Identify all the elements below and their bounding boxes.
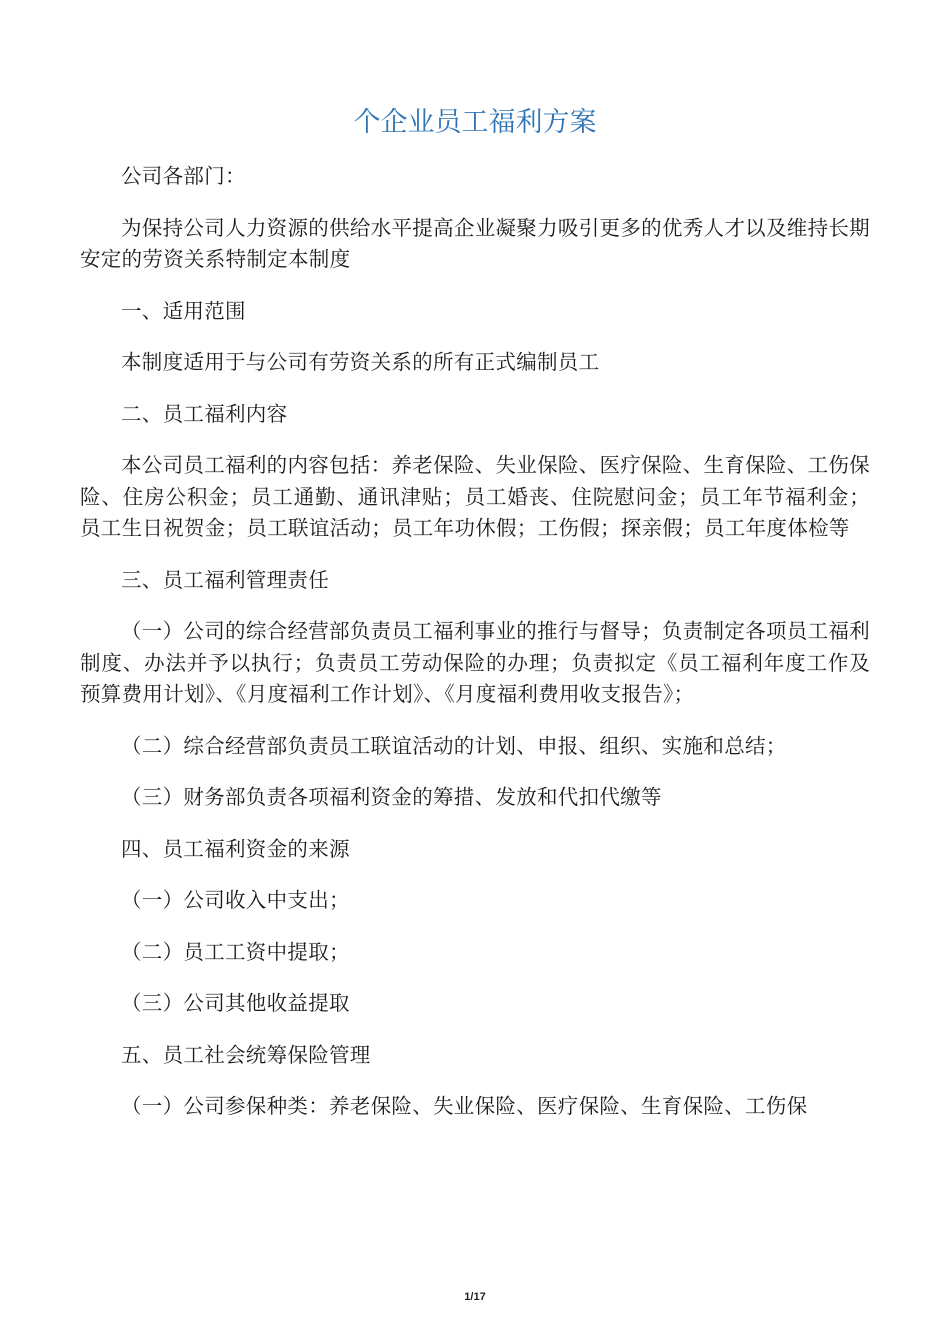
paragraph-responsibility-3: （三）财务部负责各项福利资金的筹措、发放和代扣代缴等 bbox=[121, 785, 662, 809]
paragraph-source-3: （三）公司其他收益提取 bbox=[121, 991, 350, 1015]
paragraph-benefits: 本公司员工福利的内容包括：养老保险、失业保险、医疗保险、生育保险、工伤保险、住房公积金；员工通勤、通讯津贴；员工婚丧、住院慰问金；员工年节福利金；员工生日祝贺金；员工联谊活动；员工年功休假；工伤假；探亲假；员工年度体检等 bbox=[80, 453, 870, 540]
paragraph-salutation: 公司各部门： bbox=[121, 164, 246, 188]
heading-section-4: 四、员工福利资金的来源 bbox=[121, 836, 350, 861]
heading-section-2: 二、员工福利内容 bbox=[121, 401, 288, 426]
paragraph-responsibility-1: （一）公司的综合经营部负责员工福利事业的推行与督导；负责制定各项员工福利制度、办法并予以执行；负责员工劳动保险的办理；负责拟定《员工福利年度工作及预算费用计划》、《月度福利工作计划》、《月度福利费用收支报告》； bbox=[80, 619, 870, 706]
paragraph-responsibility-2: （二）综合经营部负责员工联谊活动的计划、申报、组织、实施和总结； bbox=[121, 733, 787, 758]
paragraph-intro: 为保持公司人力资源的供给水平提高企业凝聚力吸引更多的优秀人才以及维持长期安定的劳资关系特制定本制度 bbox=[80, 215, 870, 271]
heading-section-5: 五、员工社会统筹保险管理 bbox=[121, 1042, 371, 1067]
paragraph-source-1: （一）公司收入中支出； bbox=[121, 888, 350, 912]
page-number: 1/17 bbox=[464, 1291, 486, 1303]
document-title: 个企业员工福利方案 bbox=[353, 107, 597, 138]
heading-section-3: 三、员工福利管理责任 bbox=[121, 567, 329, 592]
paragraph-insurance-1: （一）公司参保种类：养老保险、失业保险、医疗保险、生育保险、工伤保 bbox=[121, 1094, 808, 1118]
document-body bbox=[80, 161, 870, 1143]
paragraph-scope: 本制度适用于与公司有劳资关系的所有正式编制员工 bbox=[121, 350, 600, 374]
heading-section-1: 一、适用范围 bbox=[121, 298, 246, 323]
paragraph-source-2: （二）员工工资中提取； bbox=[121, 939, 350, 964]
